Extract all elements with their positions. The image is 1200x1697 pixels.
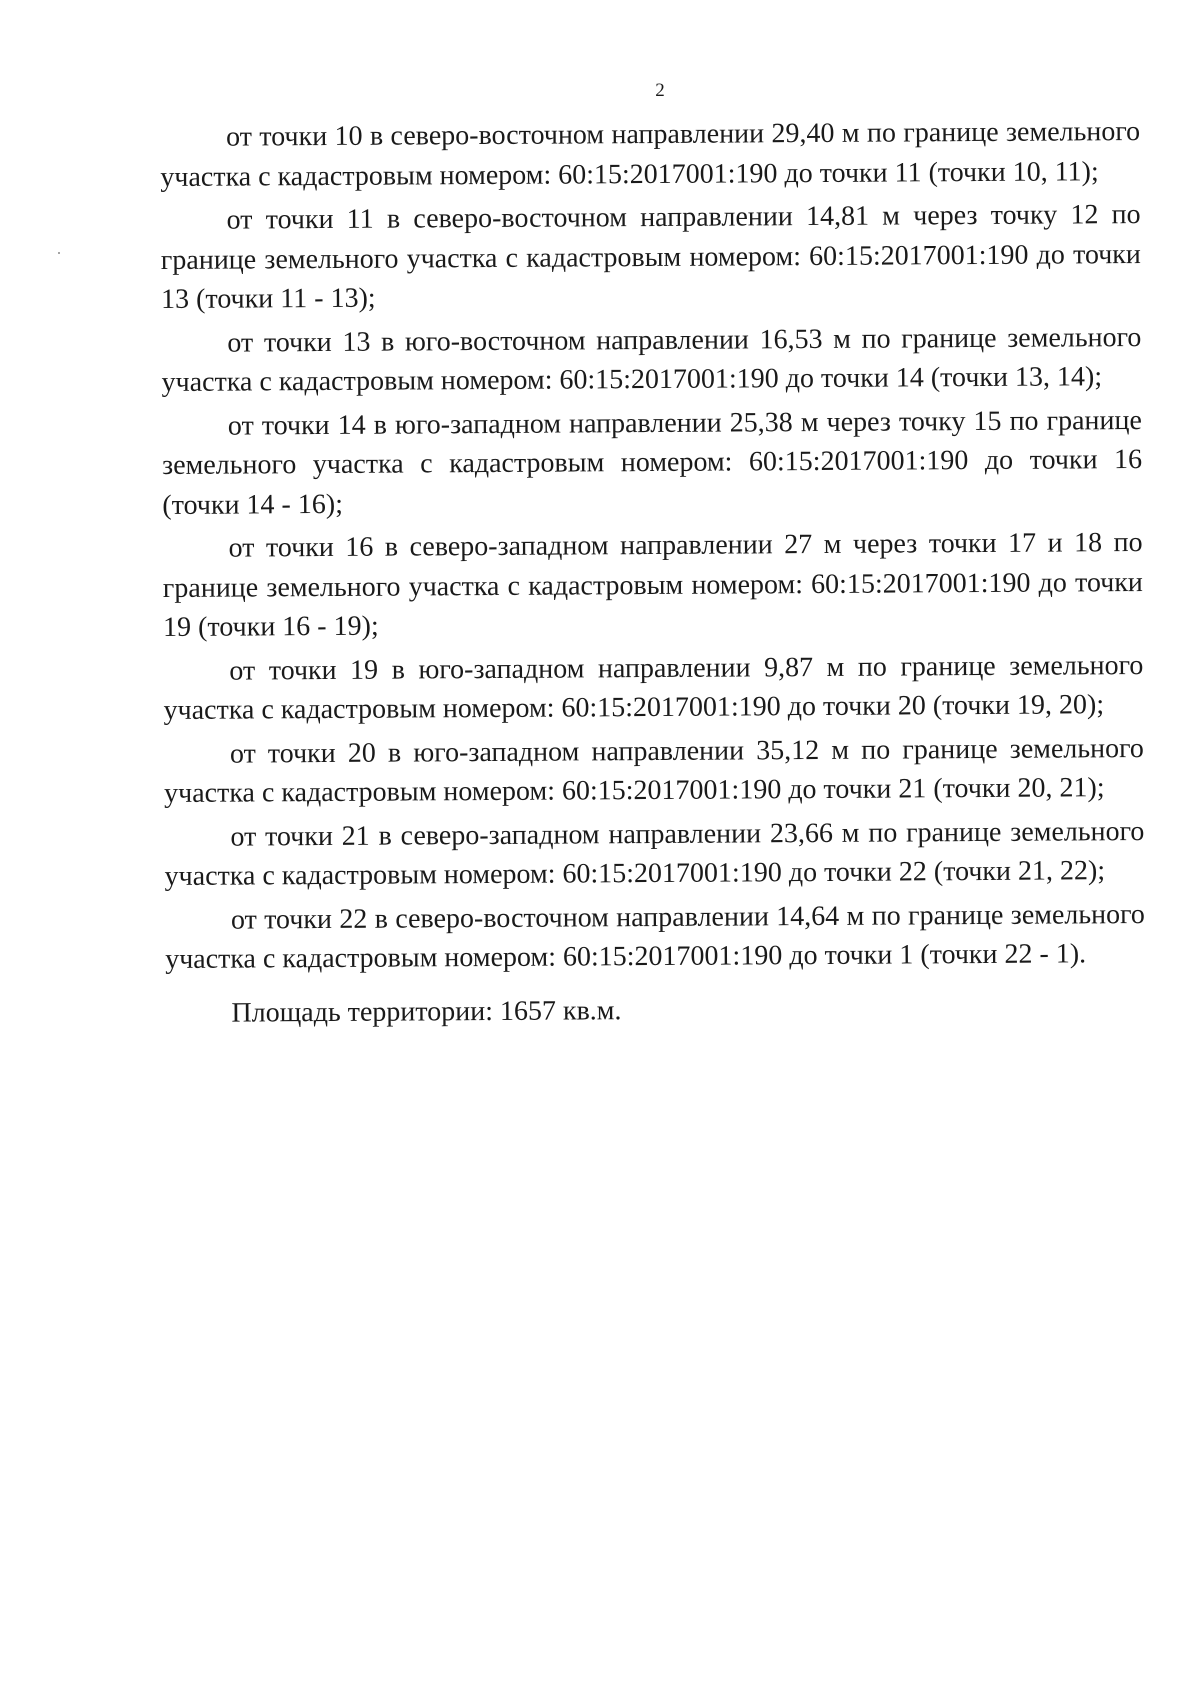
document-body <box>160 112 1146 1037</box>
boundary-paragraph: от точки 14 в юго-западном направлении 25,38 м через точку 15 по границе земельного участка с кадастровым номером: 60:15:2017001:190 до точки 16 (точки 14 - 16); <box>162 404 1143 521</box>
scan-speck <box>58 252 60 254</box>
boundary-paragraph: от точки 16 в северо-западном направлении 27 м через точки 17 и 18 по границе земельного участка с кадастровым номером: 60:15:2017001:190 до точки 19 (точки 16 - 19); <box>162 527 1143 643</box>
boundary-paragraph: от точки 22 в северо-восточном направлении 14,64 м по границе земельного участка с кадастровым номером: 60:15:2017001:190 до точки 1 (точки 22 - 1). <box>165 898 1145 975</box>
boundary-paragraph: от точки 20 в юго-западном направлении 35,12 м по границе земельного участка с кадастровым номером: 60:15:2017001:190 до точки 21 (точки 20, 21); <box>164 732 1144 809</box>
boundary-paragraph: от точки 10 в северо-восточном направлении 29,40 м по границе земельного участка с кадастровым номером: 60:15:2017001:190 до точки 11 (точки 10, 11); <box>160 116 1141 193</box>
boundary-paragraph: от точки 21 в северо-западном направлении 23,66 м по границе земельного участка с кадастровым номером: 60:15:2017001:190 до точки 22 (точки 21, 22); <box>164 815 1145 892</box>
boundary-paragraph: от точки 13 в юго-восточном направлении 16,53 м по границе земельного участка с кадастровым номером: 60:15:2017001:190 до точки 14 (точки 13, 14); <box>161 321 1142 398</box>
boundary-paragraph: от точки 11 в северо-восточном направлении 14,81 м через точку 12 по границе земельного участка с кадастровым номером: 60:15:2017001:190 до точки 13 (точки 11 - 13); <box>160 199 1141 315</box>
boundary-paragraph: от точки 19 в юго-западном направлении 9,87 м по границе земельного участка с кадастровым номером: 60:15:2017001:190 до точки 20 (точки 19, 20); <box>163 649 1144 726</box>
area-statement: Площадь территории: 1657 кв.м. <box>231 994 622 1029</box>
page-number: 2 <box>655 80 665 101</box>
